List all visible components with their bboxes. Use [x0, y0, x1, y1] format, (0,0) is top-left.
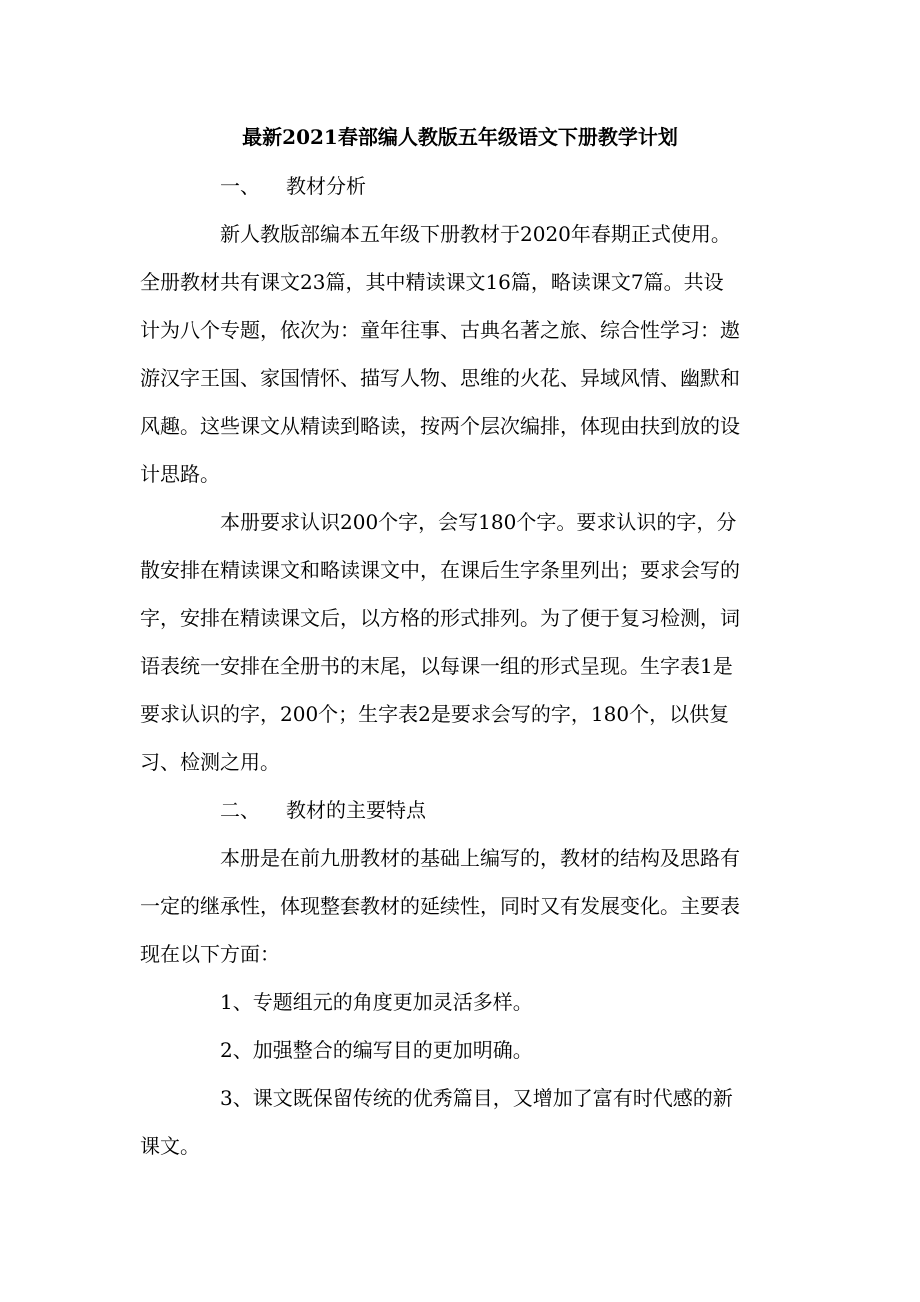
paragraph-line: 习、检测之用。 — [140, 750, 280, 774]
paragraph-line: 全册教材共有课文23篇，其中精读课文16篇，略读课文7篇。共设 — [140, 270, 724, 294]
paragraph-line: 一定的继承性，体现整套教材的延续性，同时又有发展变化。主要表 — [140, 894, 740, 918]
paragraph-line: 本册要求认识200个字，会写180个字。要求认识的字，分 — [220, 510, 737, 534]
section-heading-text: 教材分析 — [286, 174, 366, 198]
section-number: 一、 — [220, 174, 260, 198]
paragraph-line: 游汉字王国、家国情怀、描写人物、思维的火花、异域风情、幽默和 — [140, 366, 740, 390]
list-item-continuation: 课文。 — [140, 1134, 200, 1158]
document-title: 最新2021春部编人教版五年级语文下册教学计划 — [242, 125, 678, 149]
paragraph-line: 新人教版部编本五年级下册教材于2020年春期正式使用。 — [220, 222, 731, 246]
section-heading-text: 教材的主要特点 — [286, 798, 426, 822]
section-heading-1 — [220, 170, 366, 202]
paragraph-line: 字，安排在精读课文后，以方格的形式排列。为了便于复习检测，词 — [140, 606, 740, 630]
section-number: 二、 — [220, 798, 260, 822]
paragraph-line: 风趣。这些课文从精读到略读，按两个层次编排，体现由扶到放的设 — [140, 414, 740, 438]
paragraph-line: 现在以下方面： — [140, 942, 280, 966]
paragraph-line: 计思路。 — [140, 462, 220, 486]
paragraph-line: 计为八个专题，依次为：童年往事、古典名著之旅、综合性学习：遨 — [140, 318, 740, 342]
list-item: 3、课文既保留传统的优秀篇目，又增加了富有时代感的新 — [220, 1086, 733, 1110]
list-item: 2、加强整合的编写目的更加明确。 — [220, 1038, 533, 1062]
paragraph-line: 散安排在精读课文和略读课文中，在课后生字条里列出；要求会写的 — [140, 558, 740, 582]
paragraph-line: 本册是在前九册教材的基础上编写的，教材的结构及思路有 — [220, 846, 740, 870]
paragraph-line: 语表统一安排在全册书的末尾，以每课一组的形式呈现。生字表1是 — [140, 654, 733, 678]
paragraph-line: 要求认识的字，200个；生字表2是要求会写的字，180个，以供复 — [140, 702, 730, 726]
list-item: 1、专题组元的角度更加灵活多样。 — [220, 990, 533, 1014]
section-heading-2 — [220, 794, 426, 826]
